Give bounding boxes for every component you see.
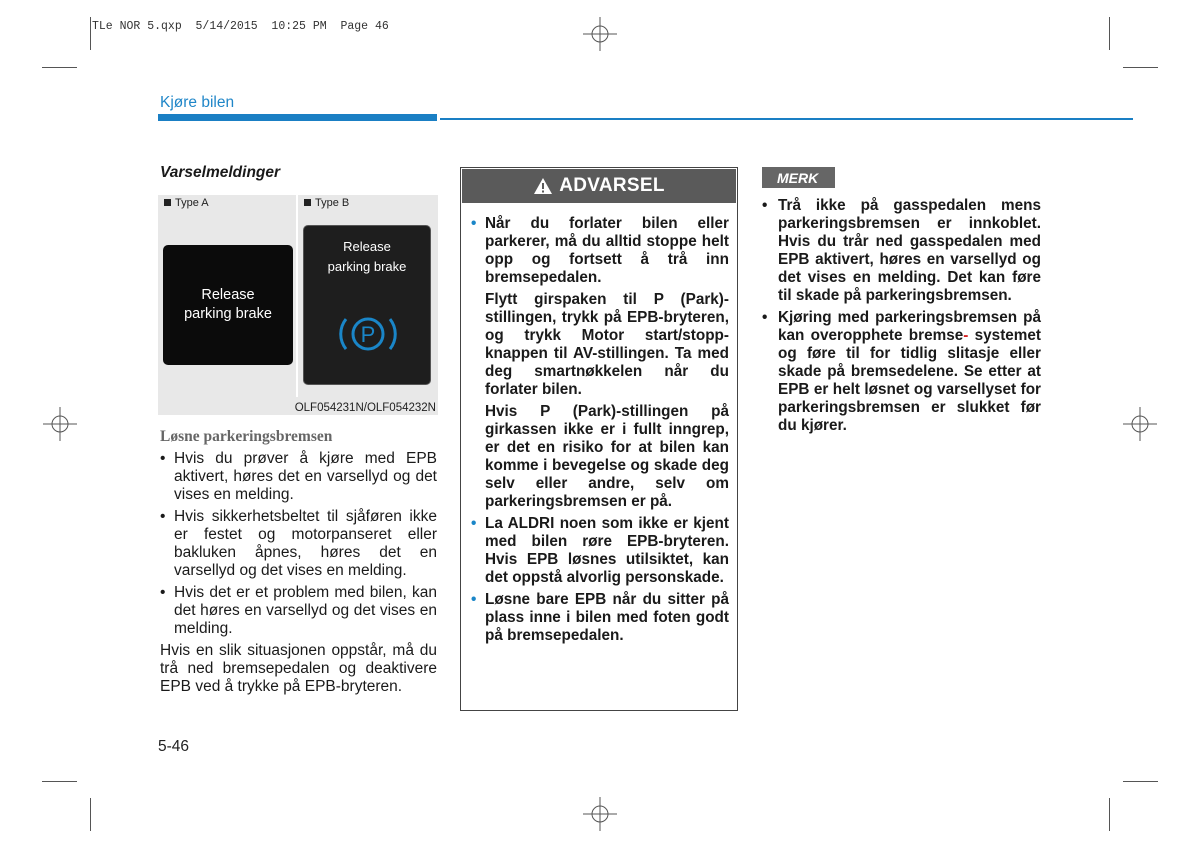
figure-code: OLF054231N/OLF054232N bbox=[294, 402, 436, 414]
registration-mark-icon bbox=[1123, 407, 1157, 441]
crop-mark bbox=[42, 67, 77, 68]
warning-body bbox=[471, 215, 729, 649]
list-item: • La ALDRI noen som ikke er kjent med bilen røre EPB-bryteren. Hvis EPB løsnes utilsiktet, kan det oppstå alvorlig personskade. bbox=[471, 515, 729, 586]
type-b-label: Type B bbox=[304, 197, 349, 209]
subheading: Varselmeldinger bbox=[160, 164, 281, 181]
square-bullet-icon bbox=[164, 199, 171, 206]
section-title: Kjøre bilen bbox=[160, 94, 235, 111]
warning-message-figure bbox=[158, 195, 438, 415]
list-item: • Når du forlater bilen eller parkerer, må du alltid stoppe helt opp og fortsett å trå inn bremsepedalen. bbox=[471, 215, 729, 286]
warning-title: ADVARSEL bbox=[559, 175, 665, 196]
warning-triangle-icon bbox=[533, 177, 553, 195]
square-bullet-icon bbox=[304, 199, 311, 206]
bullet-icon: • bbox=[471, 515, 477, 532]
display-text: Release bbox=[343, 239, 391, 254]
bullet-icon: • bbox=[471, 215, 477, 232]
list-item: • Hvis det er et problem med bilen, kan det høres en varsellyd og det vises en melding. bbox=[160, 584, 437, 638]
crop-mark bbox=[1109, 798, 1110, 831]
list-item: • Kjøring med parkeringsbremsen på kan overopphete bremse- systemet og føre til for tidlig slitasje eller skade på bremsedelene. Se etter at EPB er helt løsnet og varsellyset for parkeringsbremsen er slukket før du kjører. bbox=[762, 309, 1041, 435]
crop-mark bbox=[42, 781, 77, 782]
bullet-icon: • bbox=[471, 591, 477, 608]
list-item: • Hvis du prøver å kjøre med EPB aktivert, høres det en varsellyd og det vises en melding. bbox=[160, 450, 437, 504]
registration-mark-icon bbox=[583, 797, 617, 831]
section-rule bbox=[440, 118, 1133, 120]
list-item-paragraph: Hvis P (Park)-stillingen på girkassen ikke er i fullt inngrep, er det en risiko for at bilen kan komme i bevegelse og skade deg selv eller andre, selv om parkeringsbremsen er på. bbox=[485, 403, 729, 510]
crop-mark bbox=[90, 17, 91, 50]
list-item: • Løsne bare EPB når du sitter på plass inne i bilen med foten godt på bremsepedalen. bbox=[471, 591, 729, 644]
display-text: parking brake bbox=[184, 306, 272, 322]
parking-brake-warning-icon bbox=[338, 311, 398, 357]
print-slug: TLe NOR 5.qxp 5/14/2015 10:25 PM Page 46 bbox=[92, 20, 389, 33]
type-a-label: Type A bbox=[164, 197, 209, 209]
list-item: • Trå ikke på gasspedalen mens parkeringsbremsen er innkoblet. Hvis du trår ned gasspedalen med EPB aktivert, høres en varsellyd og det vises en melding. Det kan føre til skade på parkeringsbremsen. bbox=[762, 197, 1041, 305]
svg-text:P: P bbox=[360, 322, 376, 347]
cluster-display-type-b bbox=[303, 225, 431, 385]
list-item-paragraph: Flytt girspaken til P (Park)-stillingen, trykk på EPB-bryteren, og trykk Motor start/stopp-knappen til AV-stillingen. Ta med deg smartnøkkelen når du forlater bilen. bbox=[485, 291, 729, 398]
release-heading: Løsne parkeringsbremsen bbox=[160, 428, 333, 445]
section-bar bbox=[158, 114, 437, 121]
list-item: • Hvis sikkerhetsbeltet til sjåføren ikke er festet og motorpanseret eller bakluken åpnes, høres det en varsellyd og det vises en melding. bbox=[160, 508, 437, 580]
hyphen-mark: - bbox=[963, 327, 969, 344]
note-badge: MERK bbox=[762, 167, 835, 188]
note-body bbox=[762, 197, 1041, 439]
cluster-display-type-a bbox=[163, 245, 293, 365]
warning-header bbox=[462, 169, 736, 203]
page-number: 5-46 bbox=[158, 738, 190, 755]
crop-mark bbox=[1109, 17, 1110, 50]
release-section-body bbox=[160, 450, 437, 696]
display-text: parking brake bbox=[327, 259, 407, 274]
body-paragraph: Hvis en slik situasjonen oppstår, må du trå ned bremsepedalen og deaktivere EPB ved å trykke på EPB-bryteren. bbox=[160, 642, 437, 695]
crop-mark bbox=[90, 798, 91, 831]
crop-mark bbox=[1123, 67, 1158, 68]
display-text: Release bbox=[201, 287, 255, 303]
figure-divider bbox=[296, 195, 298, 397]
warning-box bbox=[460, 167, 738, 711]
registration-mark-icon bbox=[583, 17, 617, 51]
crop-mark bbox=[1123, 781, 1158, 782]
registration-mark-icon bbox=[43, 407, 77, 441]
